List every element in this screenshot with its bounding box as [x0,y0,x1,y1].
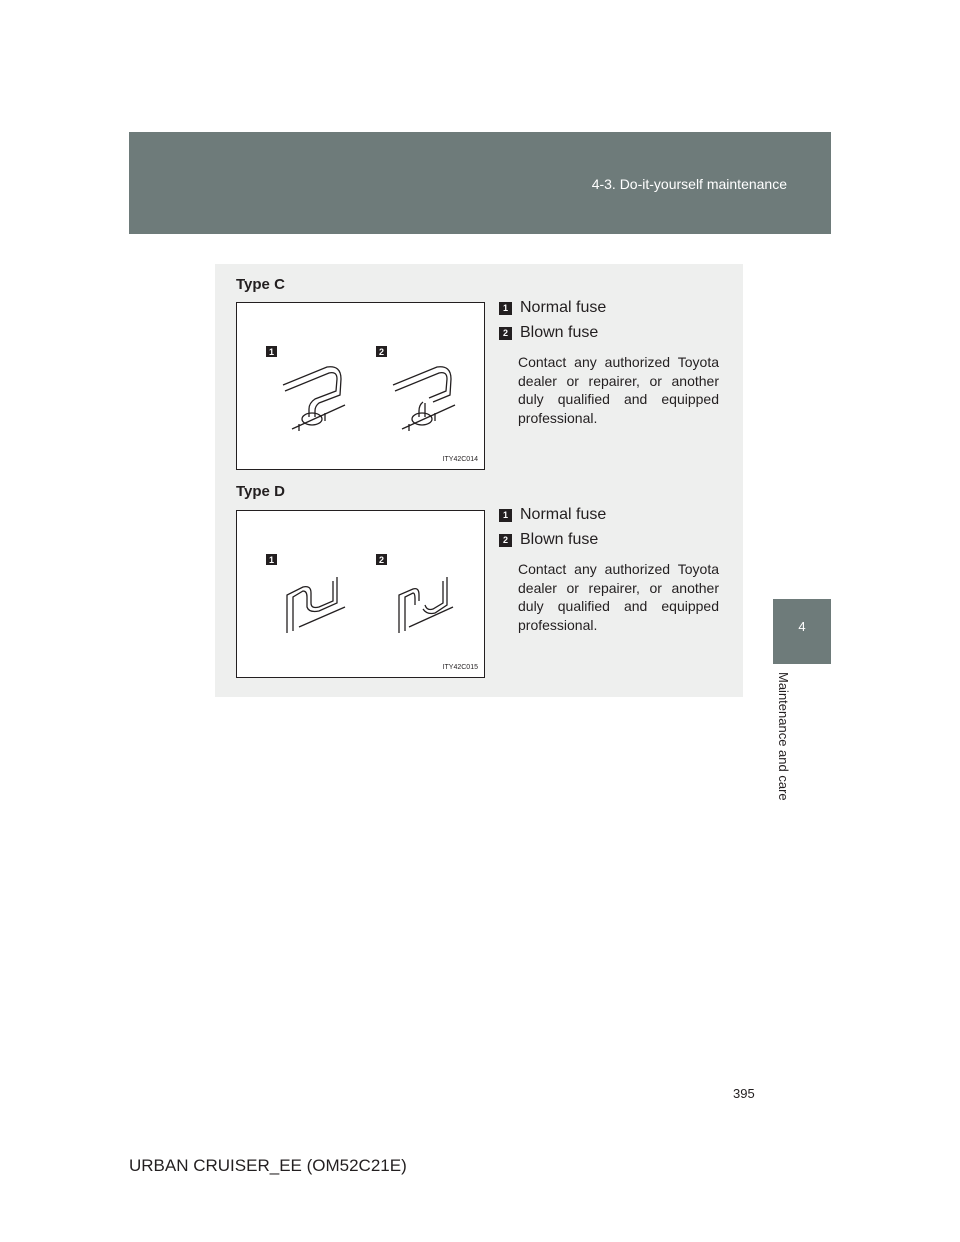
chapter-tab[interactable] [773,599,831,664]
type-d-heading: Type D [236,483,285,500]
list-item [499,530,598,550]
number-badge: 2 [499,534,512,547]
number-badge: 1 [499,302,512,315]
list-item [499,298,606,318]
type-c-figure [236,302,485,470]
page-number: 395 [733,1086,755,1101]
number-badge: 1 [499,509,512,522]
item-label: Blown fuse [520,531,599,548]
footer-model-code: URBAN CRUISER_EE (OM52C21E) [129,1156,407,1175]
normal-fuse-drawing [283,367,345,431]
item-label: Blown fuse [520,324,599,341]
fuse-types-box [215,264,743,697]
chapter-label-container [776,672,800,822]
chapter-label: Maintenance and care [776,672,791,801]
type-d-figure [236,510,485,678]
figure-code: ITY42C014 [442,456,478,463]
figure-code: ITY42C015 [442,664,478,671]
section-title: 4-3. Do-it-yourself maintenance [591,176,787,192]
item-label: Normal fuse [520,506,607,523]
svg-text:2: 2 [378,347,385,357]
list-item [499,323,598,343]
blown-fuse-drawing [399,577,453,633]
type-c-fuse-illustration [237,303,486,471]
svg-text:1: 1 [268,555,275,565]
header-bar [129,132,831,234]
list-item [499,505,606,525]
type-c-heading: Type C [236,276,285,293]
svg-text:1: 1 [268,347,275,357]
description-text: Contact any authorized Toyota dealer or repairer, or another duly qualified and equipped professional. [518,561,719,633]
chapter-number: 4 [798,619,806,634]
item-label: Normal fuse [520,299,607,316]
description-text: Contact any authorized Toyota dealer or repairer, or another duly qualified and equipped professional. [518,354,719,426]
svg-text:2: 2 [378,555,385,565]
number-badge: 2 [499,327,512,340]
type-d-fuse-illustration [237,511,486,679]
normal-fuse-drawing [287,577,345,633]
blown-fuse-drawing [393,367,455,431]
